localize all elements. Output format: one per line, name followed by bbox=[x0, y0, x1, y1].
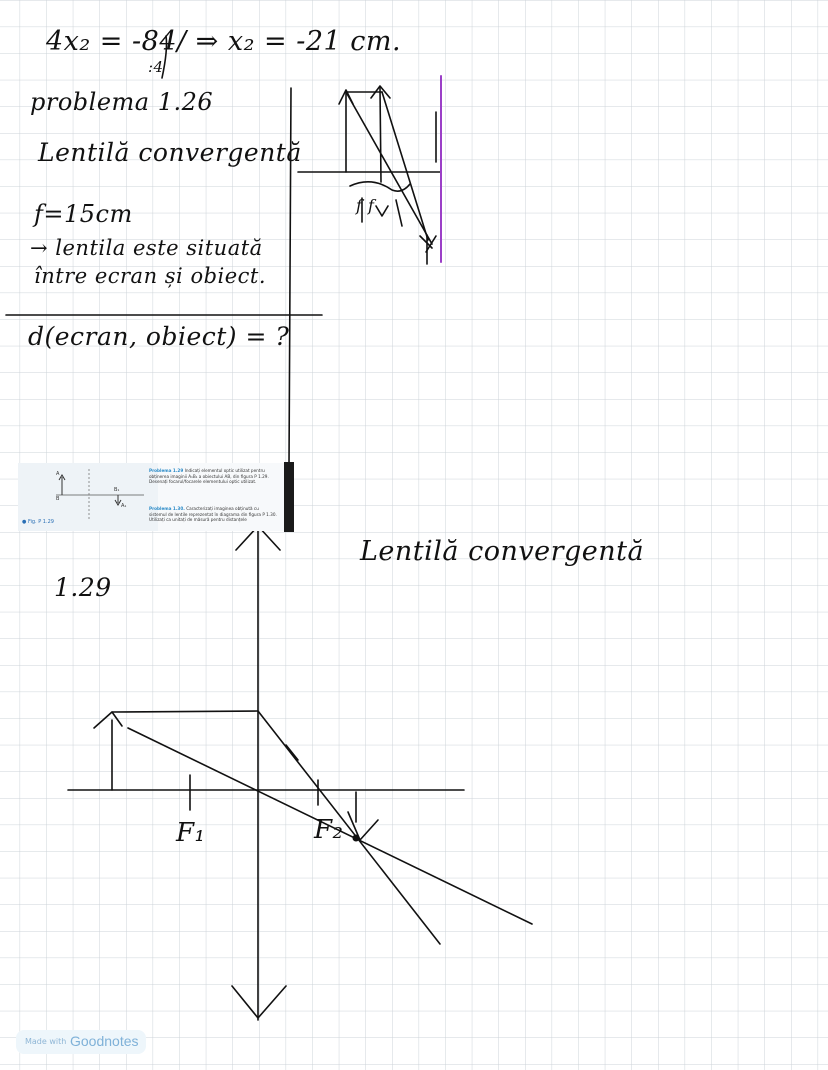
focal-length: f=15cm bbox=[34, 200, 133, 228]
focus-2-label: F₂ bbox=[314, 815, 344, 845]
problem-label: problema 1.26 bbox=[30, 88, 214, 116]
snippet-scroll-bar bbox=[284, 462, 294, 532]
snippet-problem-130 bbox=[149, 506, 277, 523]
small-lens bbox=[380, 88, 381, 182]
snippet-figure bbox=[18, 463, 158, 531]
focus-1-label: F₁ bbox=[176, 818, 206, 848]
snippet-figure-caption: ● Fig. P 1.29 bbox=[22, 519, 54, 525]
textbook-snippet bbox=[18, 463, 284, 531]
equation-divisor: :4 bbox=[148, 58, 164, 76]
image-point bbox=[353, 835, 360, 842]
small-diagram-focus-labels: f f bbox=[356, 196, 375, 215]
badge-brand: Goodnotes bbox=[70, 1033, 139, 1049]
snippet-label-a1: A₁ bbox=[121, 503, 127, 509]
snippet-problem-129-text: Indicați elementul optic utilizat pentru obținerea imaginii A₁B₁ a obiectului AB, din figura P 1.29. Desenați focarul/focarele elementului optic utilizat. bbox=[149, 468, 269, 485]
snippet-problem-129-title: Problema 1.29 bbox=[149, 468, 184, 473]
snippet-label-a: A bbox=[56, 471, 60, 477]
snippet-label-b: B bbox=[56, 496, 60, 502]
snippet-label-b1: B₁ bbox=[114, 487, 120, 493]
badge-made-with: Made with bbox=[25, 1037, 67, 1046]
snippet-problem-130-title: Problema 1.30. bbox=[149, 506, 185, 511]
lens-type-heading: Lentilă convergentă bbox=[38, 138, 302, 167]
goodnotes-badge[interactable] bbox=[16, 1030, 146, 1054]
problem-129-label: 1.29 bbox=[54, 573, 112, 602]
statement-line-2: între ecran și obiect. bbox=[34, 264, 267, 288]
snippet-problem-130-text: Caracterizați imaginea obținută cu sistemul de lentile reprezentat în diagrama din figura P 1.30. Utilizați ca unitați de măsură pentru distanțele bbox=[149, 506, 277, 523]
statement-line-1: → lentila este situată bbox=[30, 236, 263, 260]
snippet-problem-129 bbox=[149, 468, 277, 485]
equation-text: 4x₂ = -84/ ⇒ x₂ = -21 cm. bbox=[46, 26, 402, 57]
lens-type-heading-2: Lentilă convergentă bbox=[360, 536, 645, 567]
question: d(ecran, obiect) = ? bbox=[28, 322, 290, 351]
